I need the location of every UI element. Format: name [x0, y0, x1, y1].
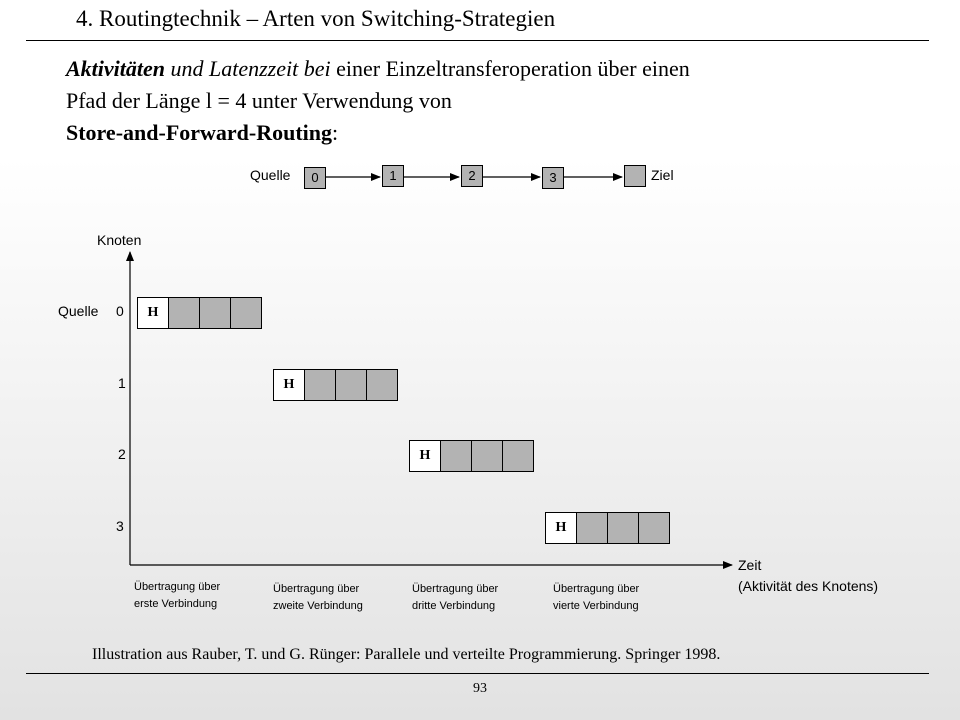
footer-rule — [26, 673, 929, 674]
path-node-target — [624, 165, 646, 187]
caption-line: vierte Verbindung — [553, 600, 639, 612]
caption-line: Übertragung über — [553, 583, 640, 595]
x-axis-label-1: Zeit — [738, 557, 762, 573]
path-node-1: 1 — [382, 165, 404, 187]
caption-line: Übertragung über — [134, 581, 221, 593]
subtitle-line-2: Pfad der Länge l = 4 unter Verwendung von — [66, 88, 452, 113]
packet-cell — [168, 297, 200, 329]
packet-cell — [440, 440, 472, 472]
packet-cell — [502, 440, 534, 472]
x-axis-label-2: (Aktivität des Knotens) — [738, 578, 879, 594]
path-source-label: Quelle — [250, 167, 291, 183]
caption-line: erste Verbindung — [134, 598, 218, 610]
packet-cell — [576, 512, 608, 544]
caption-line: dritte Verbindung — [412, 600, 496, 612]
packet-header-cell: H — [545, 512, 577, 544]
caption-link-1 — [134, 579, 220, 613]
slide-title: 4. Routingtechnik – Arten von Switching-Strategien — [76, 6, 556, 31]
subtitle-emph-activities: Aktivitäten — [66, 56, 165, 81]
row-label-3: 3 — [116, 518, 124, 534]
packet-cell — [230, 297, 262, 329]
packet-row-2 — [409, 440, 534, 472]
citation: Illustration aus Rauber, T. und G. Rünger: Parallele und verteilte Programmierung. Springer 1998. — [92, 646, 721, 663]
caption-link-3 — [412, 581, 498, 615]
packet-cell — [304, 369, 336, 401]
packet-row-0 — [137, 297, 262, 329]
path-node-2: 2 — [461, 165, 483, 187]
page-number: 93 — [473, 681, 487, 696]
row-label-0: 0 — [116, 303, 124, 319]
caption-link-2 — [273, 581, 363, 615]
caption-line: Übertragung über — [273, 583, 360, 595]
caption-line: zweite Verbindung — [273, 600, 363, 612]
subtitle-colon: : — [332, 120, 339, 145]
row-label-2: 2 — [118, 446, 126, 462]
path-node-3: 3 — [542, 167, 564, 189]
subtitle-text-1: einer Einzeltransferoperation über einen — [330, 56, 690, 81]
row-label-1: 1 — [118, 375, 126, 391]
subtitle-emph-routing: Store-and-Forward-Routing — [66, 120, 333, 145]
packet-cell — [199, 297, 231, 329]
caption-line: Übertragung über — [412, 583, 499, 595]
path-node-0: 0 — [304, 167, 326, 189]
packet-header-cell: H — [273, 369, 305, 401]
caption-link-4 — [553, 581, 639, 615]
packet-cell — [335, 369, 367, 401]
packet-row-3 — [545, 512, 670, 544]
packet-cell — [607, 512, 639, 544]
packet-header-cell: H — [409, 440, 441, 472]
subtitle-emph-latency: und Latenzzeit bei — [165, 56, 331, 81]
packet-cell — [366, 369, 398, 401]
source-row-label: Quelle — [58, 303, 99, 319]
packet-row-1 — [273, 369, 398, 401]
y-axis-label: Knoten — [97, 232, 142, 248]
packet-cell — [471, 440, 503, 472]
packet-cell — [638, 512, 670, 544]
packet-header-cell: H — [137, 297, 169, 329]
path-target-label: Ziel — [651, 167, 674, 183]
